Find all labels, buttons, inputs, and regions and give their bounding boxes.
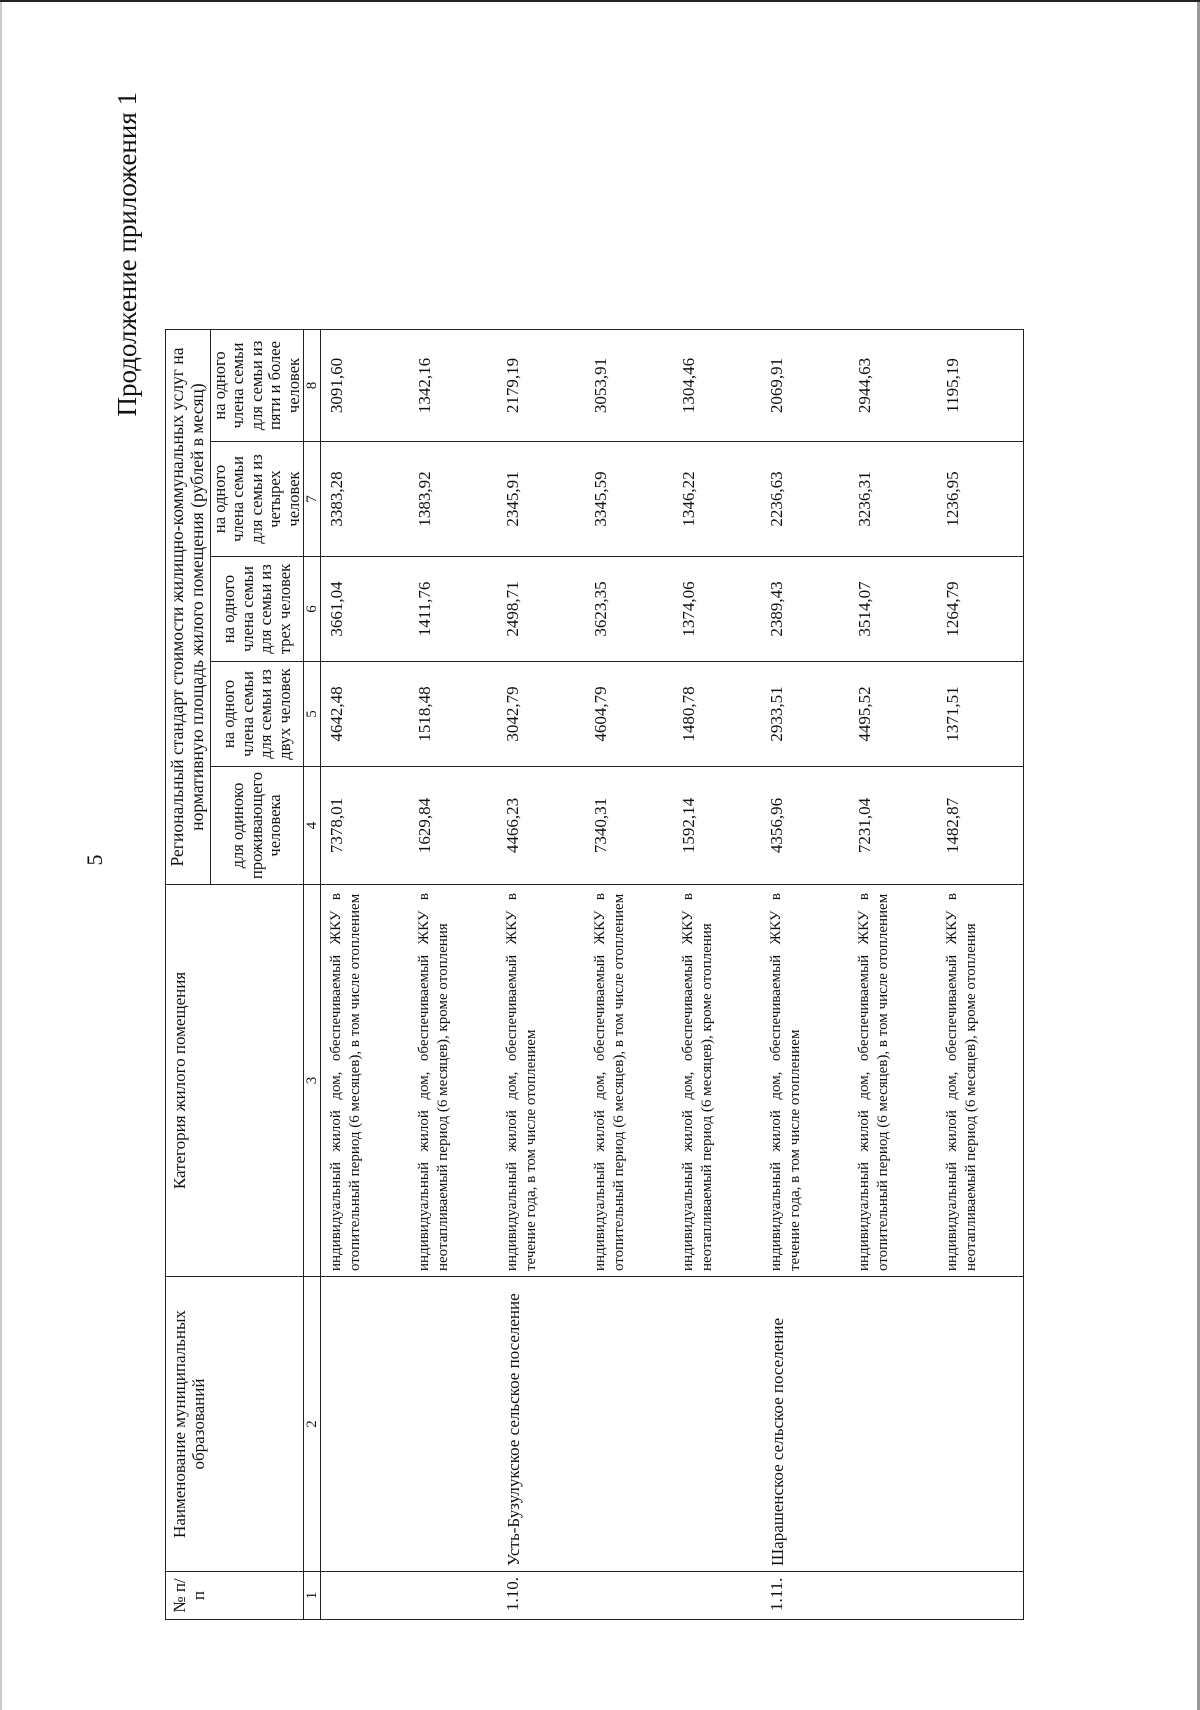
table-row bbox=[849, 329, 937, 1619]
municipality-name bbox=[585, 1277, 673, 1572]
standard-value-col6: 3661,04 bbox=[321, 556, 410, 661]
header-col4: для одиноко проживающего человека bbox=[211, 766, 304, 884]
standard-value-col4: 7231,04 bbox=[849, 766, 937, 884]
column-numbers-row bbox=[304, 329, 321, 1619]
standard-value-col4: 7378,01 bbox=[321, 766, 410, 884]
column-number-cell: 4 bbox=[304, 766, 321, 884]
municipality-name bbox=[937, 1277, 1024, 1572]
header-col6: на одного члена семьи для семьи из трех человек bbox=[211, 556, 304, 661]
standard-value-col7: 1383,92 bbox=[409, 441, 497, 556]
housing-category: индивидуальный жилой дом, обеспечиваемый ЖКУ в неотапливаемый период (6 месяцев), кроме отопления bbox=[409, 885, 497, 1277]
table-row bbox=[409, 329, 497, 1619]
table-row bbox=[585, 329, 673, 1619]
standard-value-col4: 1629,84 bbox=[409, 766, 497, 884]
standard-value-col5: 4642,48 bbox=[321, 661, 410, 766]
standard-value-col4: 4466,23 bbox=[497, 766, 585, 884]
standard-value-col7: 2236,63 bbox=[761, 441, 849, 556]
standard-value-col6: 3623,35 bbox=[585, 556, 673, 661]
column-number-cell: 5 bbox=[304, 661, 321, 766]
row-number bbox=[937, 1572, 1024, 1620]
municipality-name: Усть-Бузулукское сельское поселение bbox=[497, 1277, 585, 1572]
column-number-cell: 3 bbox=[304, 885, 321, 1277]
column-number-cell: 2 bbox=[304, 1277, 321, 1572]
standard-value-col8: 1304,46 bbox=[673, 329, 761, 441]
standard-value-col5: 1371,51 bbox=[937, 661, 1024, 766]
standard-value-col7: 1236,95 bbox=[937, 441, 1024, 556]
row-number bbox=[849, 1572, 937, 1620]
header-col5: на одного члена семьи для семьи из двух человек bbox=[211, 661, 304, 766]
standard-value-col8: 1342,16 bbox=[409, 329, 497, 441]
page-number: 5 bbox=[82, 854, 107, 866]
standard-value-col5: 3042,79 bbox=[497, 661, 585, 766]
column-number-cell: 7 bbox=[304, 441, 321, 556]
standard-value-col5: 1518,48 bbox=[409, 661, 497, 766]
header-municipality: Наименование муниципальных образований bbox=[166, 1277, 304, 1572]
standard-value-col8: 2179,19 bbox=[497, 329, 585, 441]
column-number-cell: 6 bbox=[304, 556, 321, 661]
housing-category: индивидуальный жилой дом, обеспечиваемый ЖКУ в отопительный период (6 месяцев), в том числе отоплением bbox=[849, 885, 937, 1277]
header-col8: на одного члена семьи для семьи из пяти и более человек bbox=[211, 329, 304, 441]
standard-value-col4: 4356,96 bbox=[761, 766, 849, 884]
housing-category: индивидуальный жилой дом, обеспечиваемый ЖКУ в течение года, в том числе отоплением bbox=[761, 885, 849, 1277]
standard-value-col6: 3514,07 bbox=[849, 556, 937, 661]
standard-value-col7: 3345,59 bbox=[585, 441, 673, 556]
standard-value-col4: 7340,31 bbox=[585, 766, 673, 884]
municipality-name bbox=[849, 1277, 937, 1572]
municipality-name bbox=[673, 1277, 761, 1572]
header-standard-group: Региональный стандарт стоимости жилищно-коммунальных услуг на нормативную площадь жилого помещения (рублей в месяц) bbox=[166, 329, 211, 884]
table-row bbox=[673, 329, 761, 1619]
table-row bbox=[937, 329, 1024, 1619]
standard-value-col8: 1195,19 bbox=[937, 329, 1024, 441]
housing-category: индивидуальный жилой дом, обеспечиваемый ЖКУ в неотапливаемый период (6 месяцев), кроме отопления bbox=[673, 885, 761, 1277]
header-col7: на одного члена семьи для семьи из четырех человек bbox=[211, 441, 304, 556]
rotated-landscape-sheet bbox=[0, 2, 1200, 1710]
standard-value-col8: 2069,91 bbox=[761, 329, 849, 441]
housing-standard-table bbox=[165, 329, 1024, 1620]
housing-category: индивидуальный жилой дом, обеспечиваемый ЖКУ в отопительный период (6 месяцев), в том числе отоплением bbox=[321, 885, 410, 1277]
municipality-name bbox=[409, 1277, 497, 1572]
standard-value-col8: 3053,91 bbox=[585, 329, 673, 441]
table-row bbox=[761, 329, 849, 1619]
housing-category: индивидуальный жилой дом, обеспечиваемый ЖКУ в неотапливаемый период (6 месяцев), кроме отопления bbox=[937, 885, 1024, 1277]
header-num: № п/п bbox=[166, 1572, 304, 1620]
row-number: 1.11. bbox=[761, 1572, 849, 1620]
municipality-name: Шарашенское сельское поселение bbox=[761, 1277, 849, 1572]
table-row bbox=[321, 329, 410, 1619]
standard-value-col5: 4604,79 bbox=[585, 661, 673, 766]
standard-value-col6: 2389,43 bbox=[761, 556, 849, 661]
standard-value-col5: 4495,52 bbox=[849, 661, 937, 766]
row-number: 1.10. bbox=[497, 1572, 585, 1620]
standard-value-col6: 1374,06 bbox=[673, 556, 761, 661]
row-number bbox=[673, 1572, 761, 1620]
appendix-title: Продолжение приложения 1 bbox=[112, 92, 142, 417]
row-number bbox=[585, 1572, 673, 1620]
housing-category: индивидуальный жилой дом, обеспечиваемый ЖКУ в отопительный период (6 месяцев), в том числе отоплением bbox=[585, 885, 673, 1277]
standard-value-col8: 3091,60 bbox=[321, 329, 410, 441]
standard-value-col5: 1480,78 bbox=[673, 661, 761, 766]
row-number bbox=[409, 1572, 497, 1620]
housing-category: индивидуальный жилой дом, обеспечиваемый ЖКУ в течение года, в том числе отоплением bbox=[497, 885, 585, 1277]
standard-value-col5: 2933,51 bbox=[761, 661, 849, 766]
column-number-cell: 8 bbox=[304, 329, 321, 441]
standard-value-col4: 1482,87 bbox=[937, 766, 1024, 884]
standard-value-col7: 3236,31 bbox=[849, 441, 937, 556]
standard-value-col7: 1346,22 bbox=[673, 441, 761, 556]
standard-value-col7: 3383,28 bbox=[321, 441, 410, 556]
table-body bbox=[321, 329, 1024, 1619]
row-number bbox=[321, 1572, 410, 1620]
header-category: Категория жилого помещения bbox=[166, 885, 304, 1277]
standard-value-col6: 2498,71 bbox=[497, 556, 585, 661]
table-row bbox=[497, 329, 585, 1619]
standard-value-col7: 2345,91 bbox=[497, 441, 585, 556]
standard-value-col4: 1592,14 bbox=[673, 766, 761, 884]
standard-value-col6: 1264,79 bbox=[937, 556, 1024, 661]
municipality-name bbox=[321, 1277, 410, 1572]
standard-value-col8: 2944,63 bbox=[849, 329, 937, 441]
column-number-cell: 1 bbox=[304, 1572, 321, 1620]
standard-value-col6: 1411,76 bbox=[409, 556, 497, 661]
